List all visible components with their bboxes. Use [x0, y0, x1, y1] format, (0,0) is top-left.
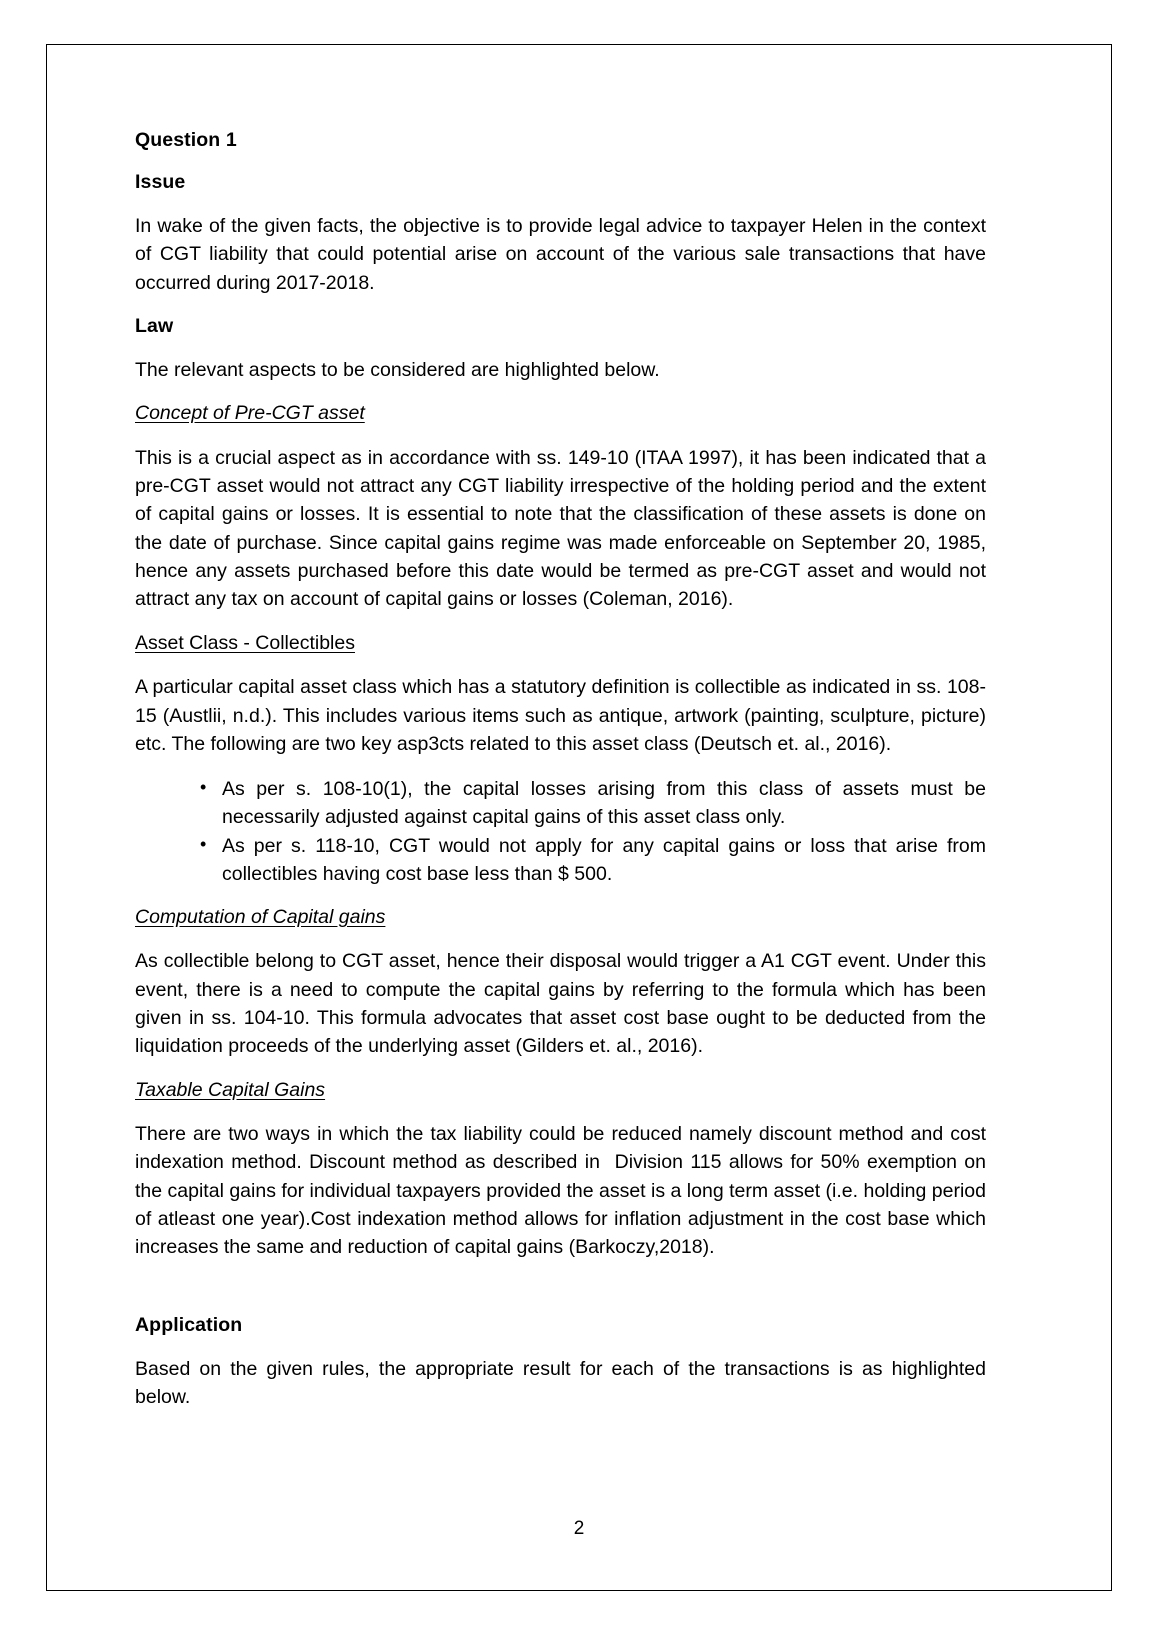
- paragraph-spacer: [135, 1279, 986, 1313]
- list-item: • As per s. 108-10(1), the capital losses arising from this class of assets must be necessarily adjusted against capital gains of this asset class only.: [200, 775, 986, 831]
- collectibles-paragraph: A particular capital asset class which has a statutory definition is collectible as indicated in ss. 108-15 (Austlii, n.d.). This includes various items such as antique, artwork (painting, sculpture, picture) etc. The following are two key asp3cts related to this asset class (Deutsch et. al., 2016).: [135, 676, 992, 755]
- collectibles-subheading: Asset Class - Collectibles: [135, 631, 355, 654]
- document-body: [135, 128, 992, 1429]
- question-heading: Question 1: [135, 129, 237, 151]
- application-heading: Application: [135, 1313, 243, 1336]
- pre-cgt-paragraph: This is a crucial aspect as in accordance with ss. 149-10 (ITAA 1997), it has been indicated that a pre-CGT asset would not attract any CGT liability irrespective of the holding period and the extent of capital gains or losses. It is essential to note that the classification of these assets is done on the date of purchase. Since capital gains regime was made enforceable on September 20, 1985, hence any assets purchased before this date would be termed as pre-CGT asset and would not attract any tax on account of capital gains or losses (Coleman, 2016).: [135, 446, 992, 611]
- taxable-capital-gains-paragraph: There are two ways in which the tax liability could be reduced namely discount method and cost indexation method. Discount method as described in Division 115 allows for 50% exemption on the capital gains for individual taxpayers provided the asset is a long term asset (i.e. holding period of atleast one year).Cost indexation method allows for inflation adjustment in the cost base which increases the same and reduction of capital gains (Barkoczy,2018).: [135, 1123, 992, 1259]
- issue-paragraph: In wake of the given facts, the objective is to provide legal advice to taxpayer Helen in the context of CGT liability that could potential arise on account of the various sale transactions that have occurred during 2017-2018.: [135, 214, 992, 294]
- pre-cgt-subheading: Concept of Pre-CGT asset: [135, 402, 365, 425]
- collectibles-bullet-list: [135, 775, 986, 888]
- law-heading: Law: [135, 314, 174, 337]
- taxable-capital-gains-subheading: Taxable Capital Gains: [135, 1078, 326, 1101]
- application-paragraph: Based on the given rules, the appropriate result for each of the transactions is as highlighted below.: [135, 1357, 992, 1409]
- computation-paragraph: As collectible belong to CGT asset, hence their disposal would trigger a A1 CGT event. Under this event, there is a need to compute the capital gains by referring to the formula which has been given in ss. 104-10. This formula advocates that asset cost base ought to be deducted from the liquidation proceeds of the underlying asset (Gilders et. al., 2016).: [135, 950, 992, 1058]
- issue-heading: Issue: [135, 170, 186, 193]
- computation-subheading: Computation of Capital gains: [135, 905, 386, 928]
- law-intro-paragraph: The relevant aspects to be considered are highlighted below.: [135, 358, 660, 381]
- page-number: 2: [573, 1518, 585, 1539]
- list-item: • As per s. 118-10, CGT would not apply for any capital gains or loss that arise from collectibles having cost base less than $ 500.: [200, 832, 986, 888]
